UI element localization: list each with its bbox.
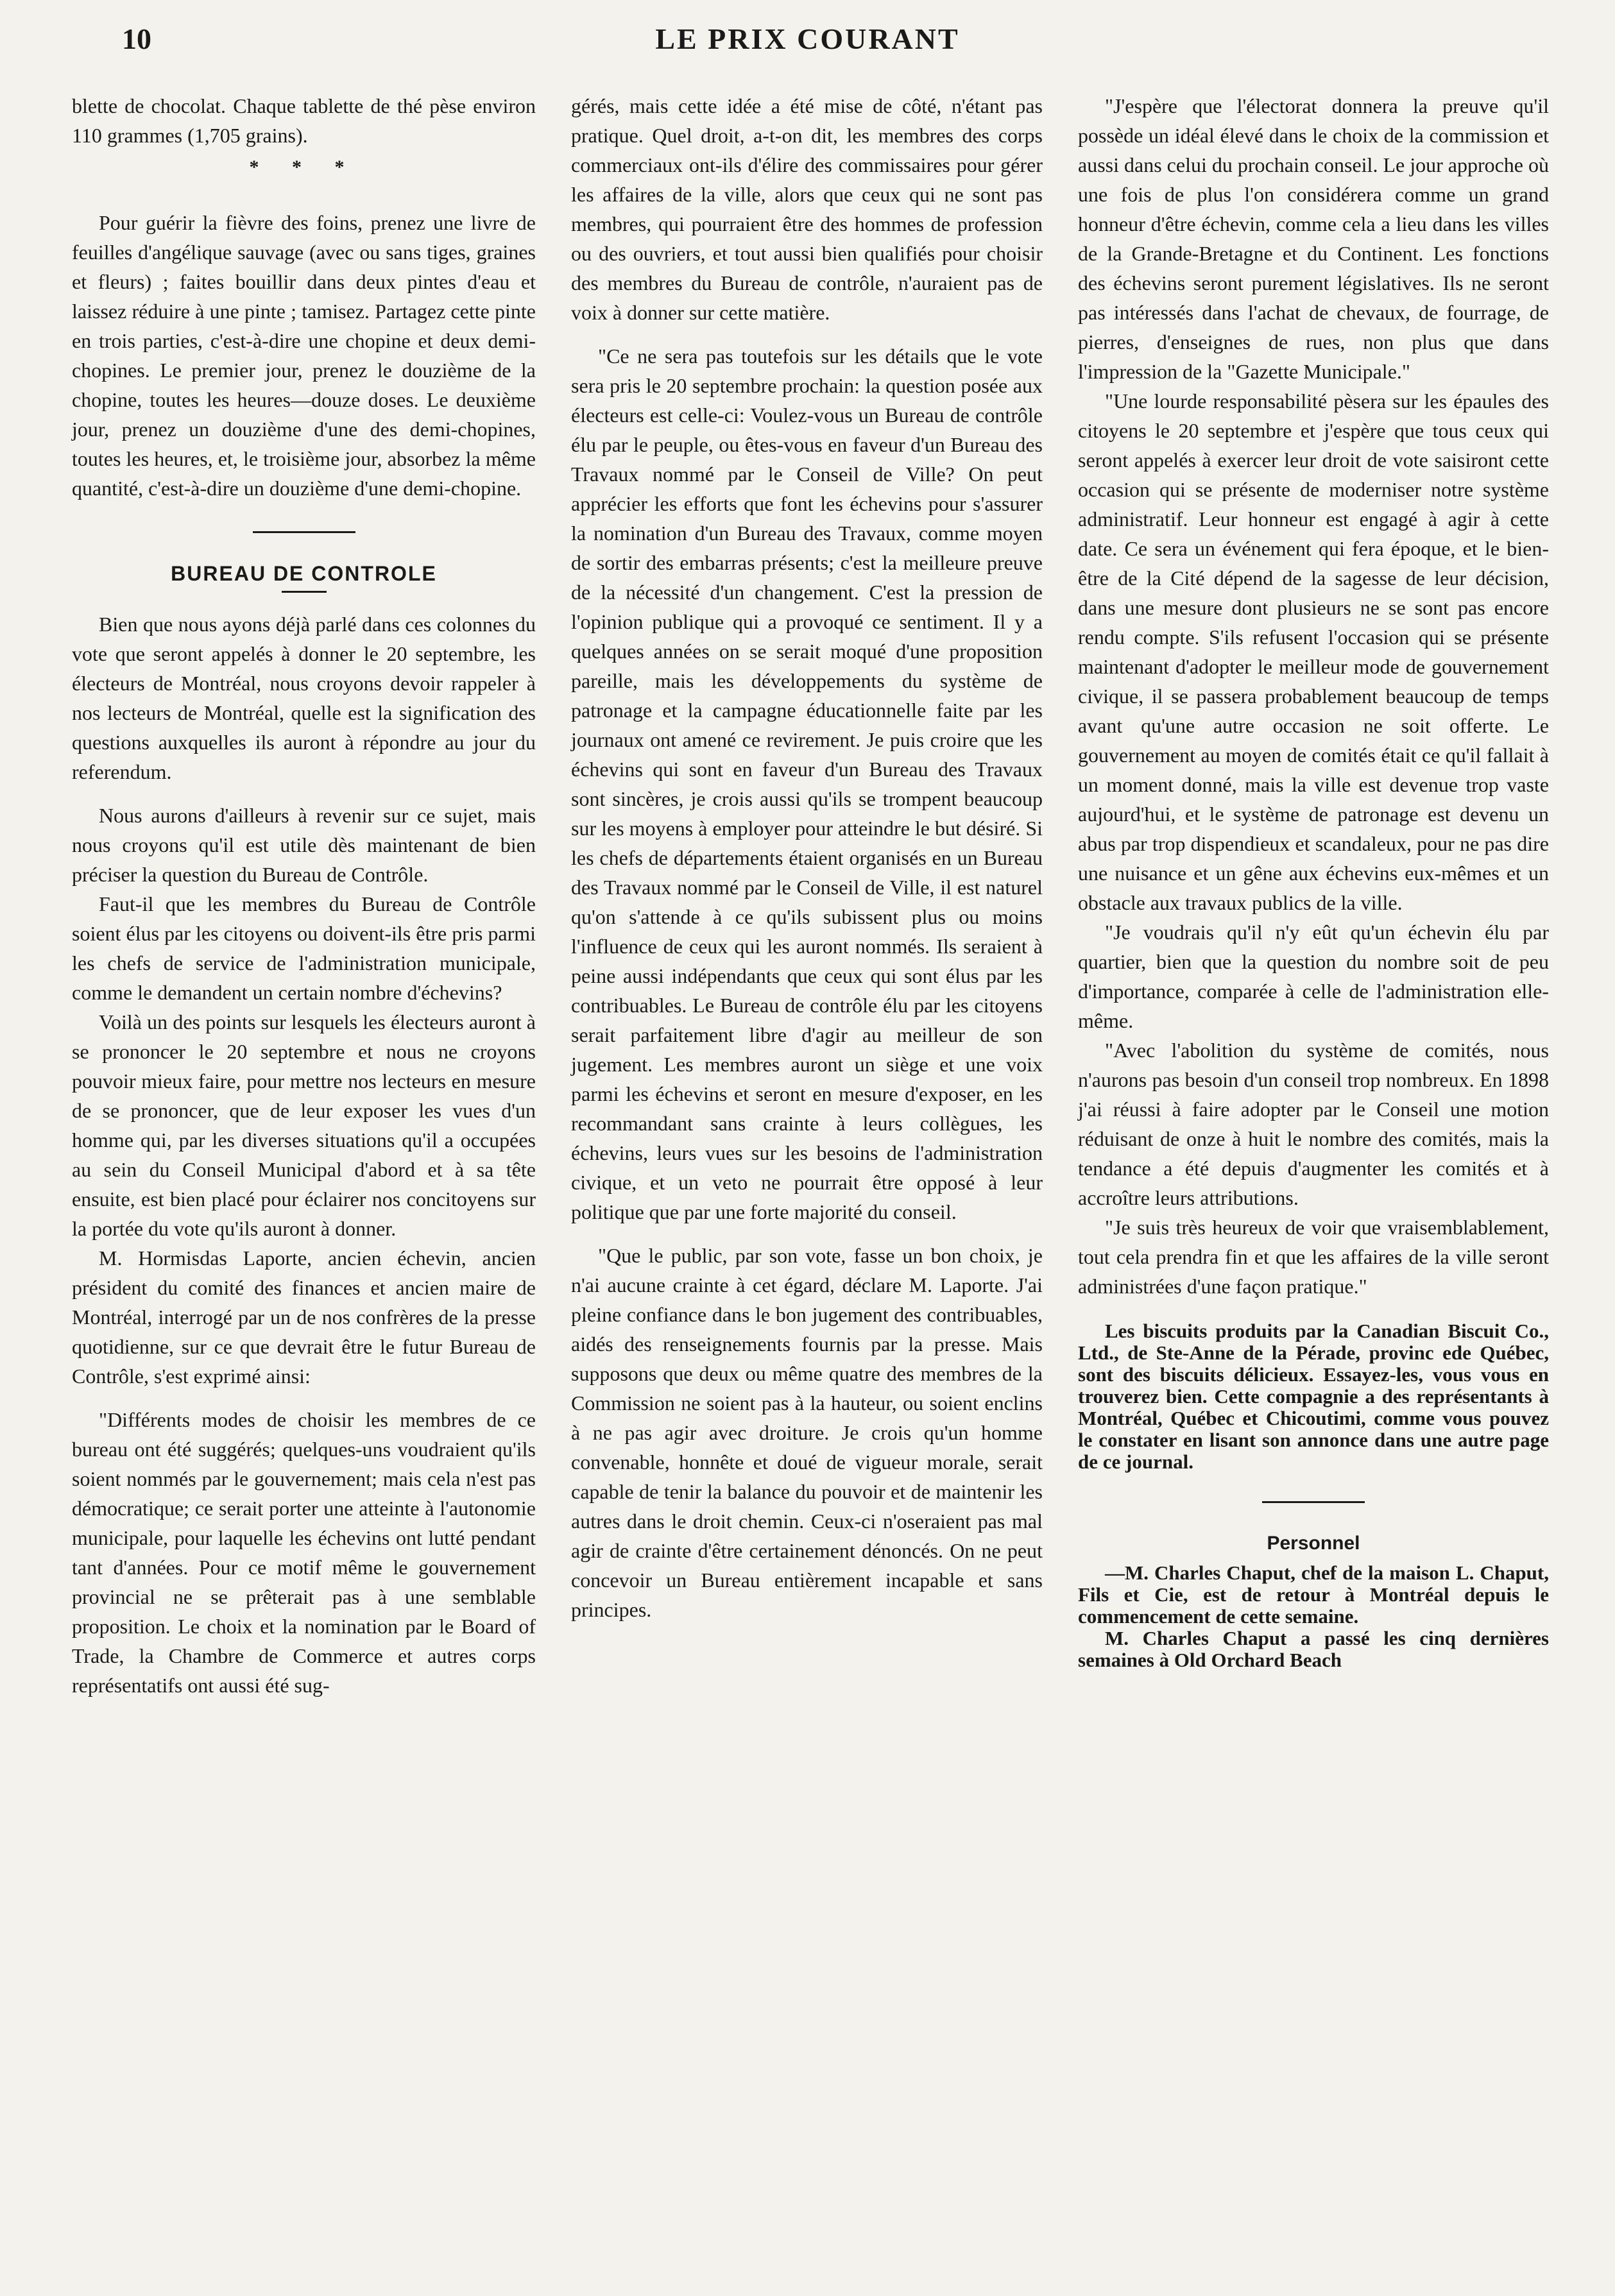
paragraph: "Que le public, par son vote, fasse un bon choix, je n'ai aucune crainte à cet égard, déclare M. Laporte. J'ai pleine confiance dans le bon jugement des contribuables, aidés des renseignements fournis par la presse. Mais supposons que deux ou même quatre des membres de la Commission ne soient pas à la hauteur, ou soient enclins à ne pas agir avec droiture. Je crois qu'un homme convenable, honnête et doué de vigueur morale, serait capable de tenir la balance du pouvoir et de maintenir les autres dans le droit chemin. Ceux-ci n'oseraient pas mal agir de crainte d'être certainement dénoncés. On ne peut concevoir un Bureau entièrement incapable et sans principes.	[571, 1244, 1043, 1621]
running-head: LE PRIX COURANT	[655, 22, 960, 55]
paragraph: "J'espère que l'électorat donnera la preuve qu'il possède un idéal élevé dans le choix de la commission et aussi dans celui du prochain conseil. Le jour approche où une fois de plus l'on considérera comme un grand honneur d'être échevin, comme cela a lieu dans les villes de la Grande-Bretagne et du Continent. Les fonctions des échevins seront purement législatives. Ils ne seront pas intéressés dans l'achat de chevaux, de fourrage, de pierres, d'enseignes de rues, non plus que dans l'impression de la "Gazette Municipale."	[1078, 94, 1549, 383]
paragraph: blette de chocolat. Chaque tablette de thé pèse environ 110 grammes (1,705 grains).	[72, 94, 536, 147]
paragraph: Bien que nous ayons déjà parlé dans ces colonnes du vote que seront appelés à donner le 20 septembre, les électeurs de Montréal, nous croyons devoir rappeler à nos lecteurs de Montréal, quelle est la signification des questions auxquelles ils auront à répondre au jour du referendum.	[72, 613, 536, 783]
paragraph: "Je voudrais qu'il n'y eût qu'un échevin élu par quartier, bien que la question du nombre soit de peu d'importance, comparée à celle de l'administration elle-même.	[1078, 921, 1549, 1032]
column-2	[571, 91, 1043, 1624]
paragraph: "Une lourde responsabilité pèsera sur les épaules des citoyens le 20 septembre et j'espère que tous ceux qui seront appelés à exercer leur droit de vote saisiront cette occasion qui se présente de moderniser notre système administratif. Leur honneur est engagé à agir à cette date. Ce sera un événement qui fera époque, et le bien-être de la Cité dépend de la sagesse de leur décision, dans une mesure dont plusieurs ne se sont pas encore rendu compte. S'ils refusent l'occasion qui se présente maintenant d'adopter le meilleur mode de gouvernement civique, il se passera probablement beaucoup de temps avant qu'une autre occasion ne soit offerte. Le gouvernement au moyen de comités était ce qu'il fallait à un moment donné, mais la ville est devenue trop vaste aujourd'hui, et le système de patronage est devenu un abus par trop dispendieux et scandaleux, pour ne pas dire une nuisance et un gêne aux échevins eux-mêmes et un obstacle aux travaux publics de la ville.	[1078, 389, 1549, 914]
paragraph: —M. Charles Chaput, chef de la maison L. Chaput, Fils et Cie, est de retour à Montréal depuis le commencement de cette semaine.	[1078, 1561, 1549, 1628]
personnel-heading: Personnel	[1267, 1533, 1360, 1554]
separator-stars: * * *	[249, 157, 359, 178]
paragraph: M. Hormisdas Laporte, ancien échevin, ancien président du comité des finances et ancien maire de Montréal, interrogé par un de nos confrères de la presse quotidienne, sur ce que devrait être le futur Bureau de Contrôle, s'est exprimé ainsi:	[72, 1246, 536, 1388]
paragraph: "Ce ne sera pas toutefois sur les détails que le vote sera pris le 20 septembre prochain: la question posée aux électeurs est celle-ci: Voulez-vous un Bureau de contrôle élu par le peuple, ou êtes-vous en faveur d'un Bureau des Travaux nommé par le Conseil de Ville? On peut apprécier les efforts que font les échevins pour s'assurer la nomination d'un Bureau des Travaux, comme moyen de sortir des embarras présents; c'est la meilleure preuve de la nécessité d'un changement. C'est la pression de l'opinion publique qui a provoqué ce sentiment. Il y a quelques années on se serait moqué d'une proposition pareille, mais les développements du système de patronage et la campagne éducationnelle faite par les journaux ont amené ce revirement. Je puis croire que les échevins qui sont en faveur d'un Bureau des Travaux sont sincères, je crois aussi qu'ils se trompent beaucoup sur les moyens à employer pour atteindre le but désiré. Si les chefs de départements étaient organisés en un Bureau des Travaux nommé par le Conseil de Ville, il est naturel qu'on s'attende à ce qu'ils subissent plus ou moins l'influence de ceux qui les auront nommés. Ils seraient à peine aussi indépendants que ceux qui sont élus par les contribuables. Le Bureau de contrôle élu par les citoyens serait parfaitement libre d'agir au meilleur de son jugement. Les membres auront un siège et une voix parmi les échevins et seront en mesure d'exposer, en les recommandant sans crainte à leurs collègues, les échevins, leurs vues sur les besoins de l'administration civique, et un veto ne pourrait être opposé à leur politique que par une forte majorité du conseil.	[571, 344, 1043, 1223]
paragraph: "Différents modes de choisir les membres de ce bureau ont été suggérés; quelques-uns voudraient qu'ils soient nommés par le gouvernement; mais cela n'est pas démocratique; ce serait porter une atteinte à l'autonomie municipale, pour laquelle les échevins ont lutté pendant tant d'années. Pour ce motif même le gouvernement provincial ne se prêterait pas à une semblable proposition. Le choix et la nomination par le Board of Trade, la Chambre de Commerce et autres corps représentatifs ont aussi été sug-	[72, 1408, 536, 1697]
page-number: 10	[122, 22, 151, 55]
column-1	[72, 91, 536, 1700]
column-3	[1078, 91, 1549, 1671]
paragraph: Voilà un des points sur lesquels les électeurs auront à se prononcer le 20 septembre et nous ne croyons pouvoir mieux faire, pour mettre nos lecteurs en mesure de se prononcer, que de leur exposer les vues d'un homme qui, par les diverses situations qu'il a occupées au sein du Conseil Municipal d'abord et à sa tête ensuite, est bien placé pour éclairer nos concitoyens sur la portée du vote qu'ils auront à donner.	[72, 1010, 536, 1240]
divider-rule	[1262, 1501, 1365, 1503]
paragraph: Faut-il que les membres du Bureau de Contrôle soient élus par les citoyens ou doivent-ils être pris parmi les chefs de service de l'administration municipale, comme le demandent un certain nombre d'échevins?	[72, 892, 536, 1004]
divider-rule	[282, 591, 327, 593]
paragraph: Pour guérir la fièvre des foins, prenez une livre de feuilles d'angélique sauvage (avec ou sans tiges, graines et fleurs) ; faites bouillir dans deux pintes d'eau et laissez réduire à une pinte ; tamisez. Partagez cette pinte en trois parties, c'est-à-dire une chopine et deux demi-chopines. Le premier jour, prenez le douzième de la chopine, toutes les heures—douze doses. Le deuxième jour, prenez un douzième d'une des demi-chopines, toutes les heures, et, le troisième jour, absorbez la même quantité, c'est-à-dire un douzième d'une demi-chopine.	[72, 211, 536, 500]
paragraph: M. Charles Chaput a passé les cinq dernières semaines à Old Orchard Beach	[1078, 1627, 1549, 1671]
paragraph: Les biscuits produits par la Canadian Biscuit Co., Ltd., de Ste-Anne de la Pérade, provinc ede Québec, sont des biscuits délicieux. Essayez-les, vous vous en trouverez bien. Cette compagnie a des représentants à Montréal, Québec et Chicoutimi, comme vous pouvez le constater en lisant son annonce dans une autre page de ce journal.	[1078, 1320, 1549, 1473]
paragraph: Nous aurons d'ailleurs à revenir sur ce sujet, mais nous croyons qu'il est utile dès maintenant de bien préciser la question du Bureau de Contrôle.	[72, 804, 536, 886]
personnel-section	[1078, 1562, 1549, 1671]
paragraph: "Je suis très heureux de voir que vraisemblablement, tout cela prendra fin et que les affaires de la ville seront administrées d'une façon pratique."	[1078, 1216, 1549, 1298]
divider-rule	[253, 531, 355, 533]
section-heading: BUREAU DE CONTROLE	[171, 562, 437, 585]
paragraph: gérés, mais cette idée a été mise de côté, n'étant pas pratique. Quel droit, a-t-on dit, les membres des corps commerciaux ont-ils d'élire des commissaires pour gérer les affaires de la ville, alors que ceux qui ne sont pas membres, qui pourraient être des hommes de profession ou des ouvriers, et tout aussi bien qualifiés pour choisir des membres du Bureau de contrôle, n'auraient pas de voix à donner sur cette matière.	[571, 94, 1043, 324]
paragraph: "Avec l'abolition du système de comités, nous n'aurons pas besoin d'un conseil trop nombreux. En 1898 j'ai réussi à faire adopter par le Conseil une motion réduisant de onze à huit le nombre des comités, mais la tendance a été depuis d'augmenter les comités et à accroître leurs attributions.	[1078, 1039, 1549, 1209]
biscuit-notice	[1078, 1320, 1549, 1473]
